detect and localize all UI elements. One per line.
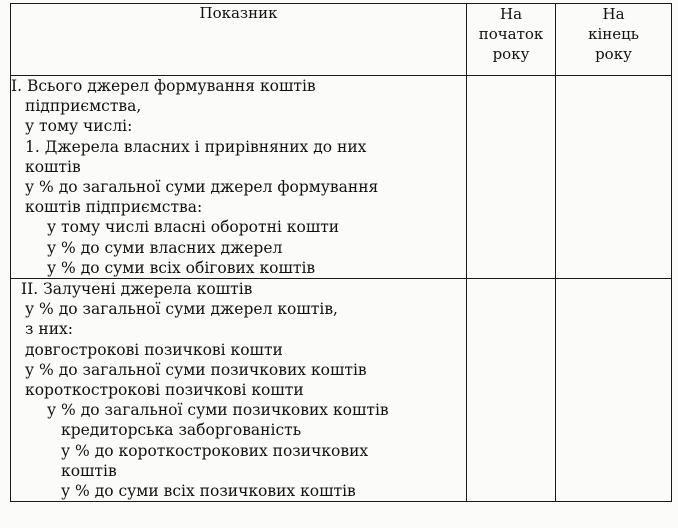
header-end-line: кінець: [588, 25, 639, 43]
indicator-line: з них:: [25, 320, 74, 339]
header-start-of-year: [467, 4, 556, 76]
indicator-line: у % до суми всіх обігових коштів: [47, 258, 316, 277]
section-2-end-value: [556, 279, 672, 502]
indicator-line: у % до суми власних джерел: [47, 238, 283, 257]
header-start-line: року: [492, 45, 530, 63]
indicator-line: у тому числі:: [25, 117, 133, 136]
indicator-line: коштів: [61, 461, 117, 480]
indicator-line: 1. Джерела власних і прирівняних до них: [25, 137, 367, 156]
header-start-line: На: [499, 5, 523, 23]
section-2-start-value: [467, 279, 556, 502]
indicator-line: у тому числі власні оборотні кошти: [47, 218, 340, 237]
section-1-title: I. Всього джерел формування коштів: [11, 77, 316, 95]
indicator-line: кредиторська заборгованість: [61, 421, 302, 440]
section-1-start-value: [467, 76, 556, 279]
header-end-line: На: [602, 5, 625, 23]
indicator-line: у % до суми всіх позичкових коштів: [61, 482, 356, 501]
indicator-line: підприємства,: [25, 97, 142, 116]
indicator-line: у % до загальної суми позичкових коштів: [47, 401, 389, 420]
section-1-row: [11, 76, 672, 279]
header-end-of-year: [556, 4, 672, 76]
indicator-line: довгострокові позичкові кошти: [25, 340, 283, 359]
section-2-row: [11, 279, 672, 502]
section-1-end-value: [556, 76, 672, 279]
section-1-indicators: [11, 76, 467, 279]
indicator-line: у % до короткострокових позичкових: [61, 441, 369, 460]
sources-of-funds-table: [10, 3, 672, 502]
section-2-indicators: [11, 279, 467, 502]
indicator-line: коштів: [25, 157, 81, 176]
header-start-line: початок: [478, 25, 544, 43]
indicator-line: короткострокові позичкові кошти: [25, 381, 304, 400]
indicator-line: коштів підприємства:: [25, 198, 203, 217]
header-row: [11, 4, 672, 76]
indicator-line: у % до загальної суми джерел формування: [25, 178, 379, 197]
header-indicator: Показник: [11, 4, 467, 76]
header-end-line: року: [595, 45, 632, 63]
indicator-line: у % до загальної суми джерел коштів,: [25, 300, 338, 319]
indicator-line: у % до загальної суми позичкових коштів: [25, 360, 367, 379]
section-2-title: II. Залучені джерела коштів: [21, 280, 253, 299]
